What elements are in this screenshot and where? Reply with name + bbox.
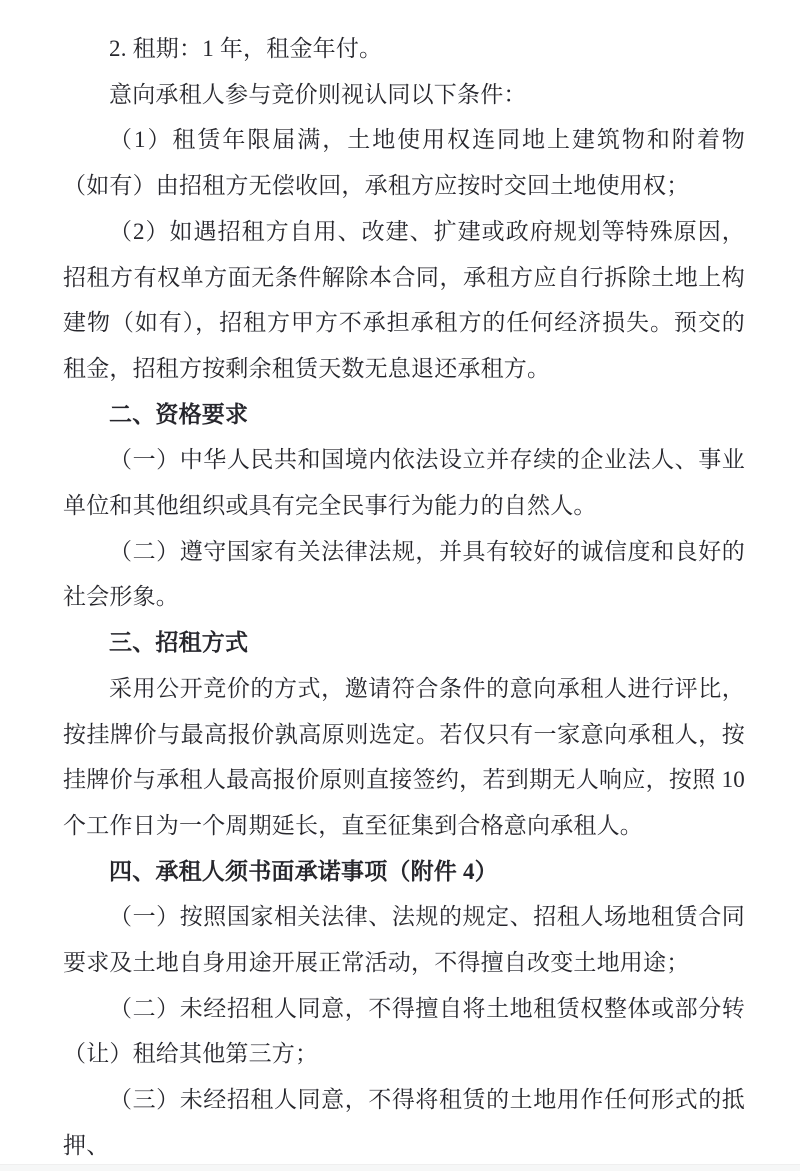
paragraph: 2. 租期：1 年，租金年付。 [109,36,383,61]
page-bottom-edge [0,1164,800,1171]
paragraph: （三）未经招租人同意，不得将租赁的土地用作任何形式的抵押、 [63,1087,745,1158]
paragraph: （1）租赁年限届满，土地使用权连同地上建筑物和附着物（如有）由招租方无偿收回，承租方应按时交回土地使用权； [63,127,745,199]
document-body [63,26,745,1169]
paragraph: 采用公开竞价的方式，邀请符合条件的意向承租人进行评比，按挂牌价与最高报价孰高原则选定。若仅只有一家意向承租人，按挂牌价与承租人最高报价原则直接签约，若到期无人响应，按照 10 个工作日为一个周期延长，直至征集到合格意向承租人。 [63,675,745,838]
paragraph: （一）按照国家相关法律、法规的规定、招租人场地租赁合同要求及土地自身用途开展正常活动，不得擅自改变土地用途； [63,904,745,976]
paragraph: （二）遵守国家有关法律法规，并具有较好的诚信度和良好的社会形象。 [63,538,745,610]
paragraph: （二）未经招租人同意，不得擅自将土地租赁权整体或部分转（让）租给其他第三方； [63,995,745,1067]
section-heading: 三、招租方式 [109,630,249,656]
paragraph: （一）中华人民共和国境内依法设立并存续的企业法人、事业单位和其他组织或具有完全民事行为能力的自然人。 [63,447,745,519]
paragraph: 意向承租人参与竞价则视认同以下条件： [109,81,527,107]
section-heading: 四、承租人须书面承诺事项（附件 4） [109,858,498,884]
paragraph: （2）如遇招租方自用、改建、扩建或政府规划等特殊原因，招租方有权单方面无条件解除本合同，承租方应自行拆除土地上构建物（如有），招租方甲方不承担承租方的任何经济损失。预交的租金，招租方按剩余租赁天数无息退还承租方。 [63,218,745,381]
section-heading: 二、资格要求 [109,401,249,427]
